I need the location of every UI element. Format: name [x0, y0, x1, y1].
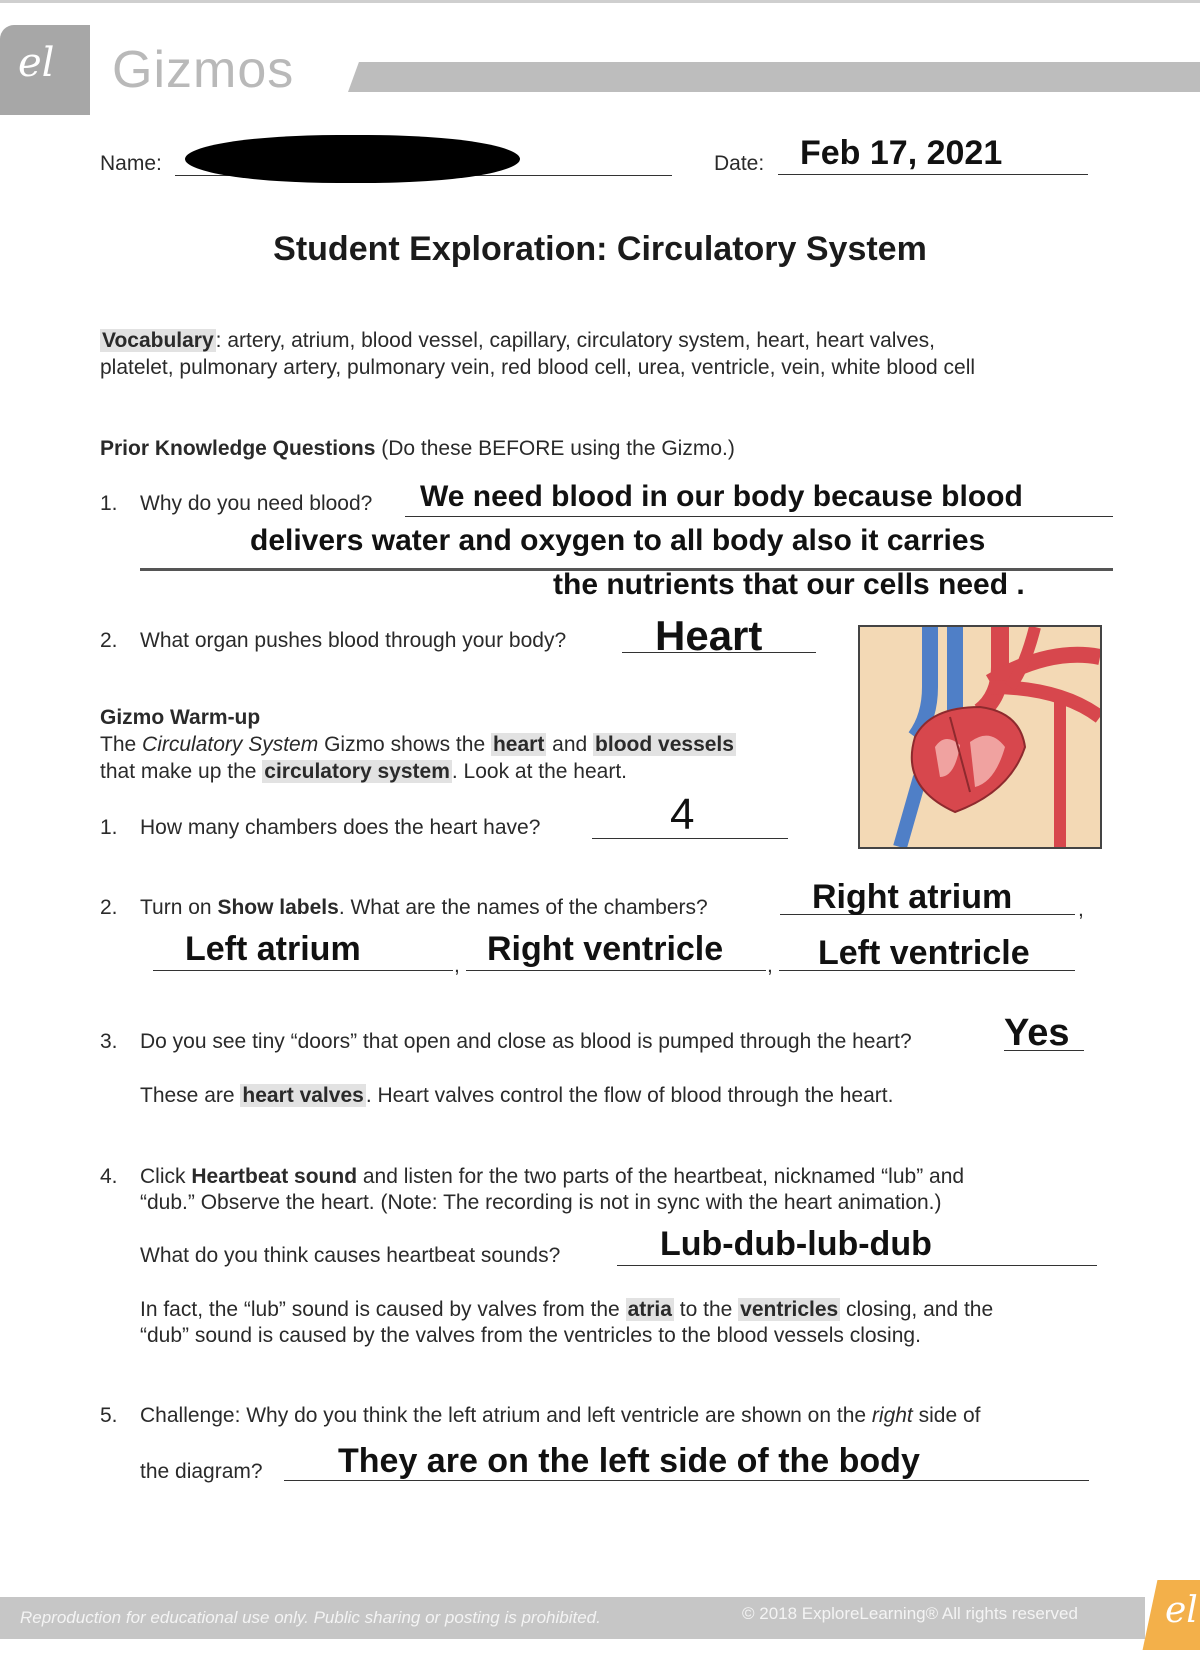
q2-answer: Heart [655, 612, 763, 659]
q1-answer-line-3: the nutrients that our cells need . [553, 568, 1025, 601]
prior-knowledge-heading: Prior Knowledge Questions (Do these BEFORE using the Gizmo.) [100, 437, 735, 460]
warmup-intro-line-2: that make up the circulatory system. Look at the heart. [100, 760, 628, 783]
chamber-answer-1: Right atrium [812, 878, 1013, 916]
footer-copyright: © 2018 ExploreLearning® All rights reserved [742, 1604, 1078, 1623]
page-title: Student Exploration: Circulatory System [273, 230, 927, 268]
q2-question: What organ pushes blood through your body? [140, 629, 567, 652]
q1-answer-field[interactable] [405, 516, 1113, 517]
warmup-q5-number: 5. [100, 1404, 118, 1427]
warmup-q5-line-2: the diagram? [140, 1460, 263, 1483]
chamber-answer-3-field[interactable] [466, 970, 766, 971]
warmup-q4-answer: Lub-dub-lub-dub [660, 1225, 932, 1263]
warmup-q2-number: 2. [100, 896, 118, 919]
footer-logo-icon: el [1165, 1590, 1198, 1631]
chamber-answer-2-field[interactable] [153, 970, 453, 971]
comma-2: , [454, 954, 460, 977]
warmup-q3-number: 3. [100, 1030, 118, 1053]
brand-bar [348, 62, 1200, 92]
redaction-mark [185, 135, 520, 183]
warmup-q3-question: Do you see tiny “doors” that open and close as blood is pumped through the heart? [140, 1030, 912, 1053]
vocabulary-label: Vocabulary [102, 329, 214, 352]
warmup-q1-question: How many chambers does the heart have? [140, 816, 541, 839]
warmup-q3-answer: Yes [1004, 1012, 1070, 1054]
chamber-answer-2: Left atrium [185, 930, 361, 968]
vocabulary-line-1: Vocabulary: artery, atrium, blood vessel, capillary, circulatory system, heart, heart valves, [102, 329, 935, 352]
q1-answer-line-2: delivers water and oxygen to all body also it carries [250, 524, 986, 557]
warmup-q4-line-2: “dub.” Observe the heart. (Note: The recording is not in sync with the heart animation.) [140, 1191, 942, 1214]
warmup-q5-line-1: Challenge: Why do you think the left atrium and left ventricle are shown on the right side of [140, 1404, 981, 1427]
chamber-answer-3: Right ventricle [487, 930, 724, 968]
heart-illustration [860, 627, 1100, 847]
brand-title: Gizmos [112, 41, 295, 99]
date-label: Date: [714, 152, 765, 175]
q1-question: Why do you need blood? [140, 492, 373, 515]
warmup-intro-line-1: The Circulatory System Gizmo shows the heart and blood vessels [100, 733, 734, 756]
comma-3: , [767, 954, 773, 977]
chamber-answer-4: Left ventricle [818, 934, 1030, 972]
heart-diagram [858, 625, 1102, 849]
heartbeat-fact-line-2: “dub” sound is caused by the valves from the ventricles to the blood vessels closing. [140, 1324, 921, 1347]
warmup-q1-answer: 4 [670, 790, 695, 839]
date-value: Feb 17, 2021 [800, 134, 1003, 172]
warmup-q4-number: 4. [100, 1165, 118, 1188]
warmup-q1-number: 1. [100, 816, 118, 839]
vocabulary-line-2: platelet, pulmonary artery, pulmonary vein, red blood cell, urea, ventricle, vein, white blood cell [100, 356, 976, 379]
q1-number: 1. [100, 492, 118, 515]
q1-answer-line-1: We need blood in our body because blood [420, 480, 1023, 513]
warmup-q4-line-1: Click Heartbeat sound and listen for the two parts of the heartbeat, nicknamed “lub” and [140, 1165, 965, 1188]
warmup-heading: Gizmo Warm-up [100, 706, 261, 729]
heart-valves-note: These are heart valves. Heart valves control the flow of blood through the heart. [140, 1084, 894, 1107]
heartbeat-fact-line-1: In fact, the “lub” sound is caused by valves from the atria to the ventricles closing, and the [140, 1298, 994, 1321]
date-field[interactable] [778, 174, 1088, 175]
explorelearning-logo-icon: el [18, 40, 55, 86]
warmup-q2-question: Turn on Show labels. What are the names of the chambers? [140, 896, 708, 919]
footer-disclaimer: Reproduction for educational use only. Public sharing or posting is prohibited. [20, 1608, 601, 1627]
q2-number: 2. [100, 629, 118, 652]
name-label: Name: [100, 152, 162, 175]
comma-1: , [1078, 898, 1084, 921]
warmup-q5-answer: They are on the left side of the body [338, 1442, 920, 1480]
warmup-q4-answer-field[interactable] [617, 1265, 1097, 1266]
warmup-q4-question: What do you think causes heartbeat sounds? [140, 1244, 561, 1267]
top-border [0, 0, 1200, 3]
